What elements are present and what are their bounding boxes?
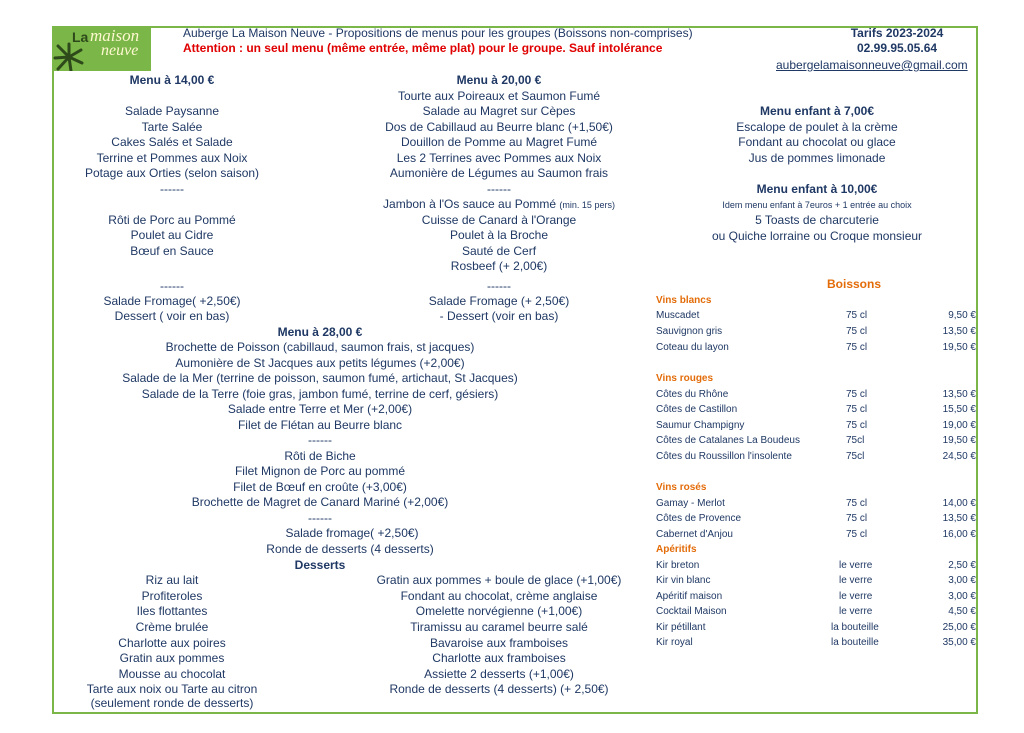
dessert-right: Bavaroise aux framboises [429, 636, 569, 650]
dessert-left: Mousse au chocolat [118, 667, 226, 681]
menu14-entree: Potage aux Orties (selon saison) [84, 166, 260, 180]
drink-qty: 75 cl [846, 310, 868, 321]
dessert-right: Ronde de desserts (4 desserts) (+ 2,50€) [389, 682, 609, 696]
desserts-title: Desserts [294, 558, 346, 572]
vins-rouges-title: Vins rouges [656, 373, 714, 384]
menu28-entree: Filet de Flétan au Beurre blanc [237, 418, 403, 432]
enfant10-note: Idem menu enfant à 7euros + 1 entrée au choix [722, 200, 912, 210]
menu14-plat: Bœuf en Sauce [130, 244, 214, 258]
logo [53, 27, 151, 71]
dessert-right: Charlotte aux framboises [432, 651, 566, 665]
menu20-entree: Les 2 Terrines avec Pommes aux Noix [396, 151, 602, 165]
drink-price: 35,00 € [942, 637, 976, 648]
dessert-left: Gratin aux pommes [119, 651, 225, 665]
dessert-left: Tarte aux noix ou Tarte au citron [86, 682, 258, 696]
menu28-entree: Salade entre Terre et Mer (+2,00€) [227, 402, 413, 416]
vins-blancs-title: Vins blancs [656, 295, 712, 306]
menu14-separator: ------ [160, 279, 184, 293]
drink-name: Kir pétillant [656, 622, 706, 633]
logo-la: La [72, 29, 89, 45]
menu14-separator: ------ [160, 182, 184, 196]
dessert-left: Riz au lait [145, 573, 199, 587]
drink-price: 13,50 € [942, 513, 976, 524]
drink-qty: 75 cl [846, 326, 868, 337]
menu20-separator: ------ [487, 279, 511, 293]
drink-name: Côtes de Catalanes La Boudeus [656, 435, 800, 446]
menu20-plat: Rosbeef (+ 2,00€) [450, 259, 548, 273]
enfant10-title: Menu enfant à 10,00€ [756, 182, 878, 196]
dessert-right: Gratin aux pommes + boule de glace (+1,00€) [376, 573, 622, 587]
aperitifs-title: Apéritifs [656, 544, 697, 555]
drink-name: Saumur Champigny [656, 420, 745, 431]
drink-qty: 75 cl [846, 389, 868, 400]
enfant7-item: Escalope de poulet à la crème [736, 120, 898, 134]
drink-name: Kir breton [656, 560, 700, 571]
menu20-plat-first [383, 197, 615, 212]
drink-qty: 75 cl [846, 404, 868, 415]
menu20-plat-first-label: Jambon à l'Os sauce au Pommé [383, 197, 557, 211]
drink-price: 4,50 € [948, 606, 976, 617]
enfant10-item: 5 Toasts de charcuterie [755, 213, 879, 227]
drink-price: 14,00 € [942, 498, 976, 509]
menu14-title: Menu à 14,00 € [129, 73, 215, 87]
drink-price: 16,00 € [942, 529, 976, 540]
drink-qty: la bouteille [831, 622, 879, 633]
drink-name: Côtes de Castillon [656, 404, 738, 415]
menu28-separator: ------ [308, 433, 332, 447]
menu28-plat: Rôti de Biche [284, 449, 356, 463]
drink-price: 3,00 € [948, 591, 976, 602]
menu20-separator: ------ [487, 182, 511, 196]
drink-qty: la bouteille [831, 637, 879, 648]
drink-price: 13,50 € [942, 389, 976, 400]
menu20-entree: Tourte aux Poireaux et Saumon Fumé [397, 89, 601, 103]
drink-price: 9,50 € [948, 310, 976, 321]
dessert-left: Iles flottantes [136, 604, 208, 618]
enfant7-item: Jus de pommes limonade [748, 151, 886, 165]
drink-price: 19,00 € [942, 420, 976, 431]
drink-name: Côtes de Provence [656, 513, 742, 524]
menu28-title: Menu à 28,00 € [277, 325, 363, 339]
drink-name: Côtes du Roussillon l'insolente [656, 451, 792, 462]
menu28-plat: Brochette de Magret de Canard Mariné (+2,00€) [191, 495, 449, 509]
phone: 02.99.95.05.64 [856, 41, 938, 55]
drink-name: Gamay - Merlot [656, 498, 725, 509]
menu28-separator: ------ [308, 511, 332, 525]
dessert-right: Omelette norvégienne (+1,00€) [415, 604, 583, 618]
enfant7-item: Fondant au chocolat ou glace [738, 135, 896, 149]
dessert-left-note: (seulement ronde de desserts) [90, 696, 254, 710]
drink-name: Sauvignon gris [656, 326, 723, 337]
menu14-dessert: Salade Fromage( +2,50€) [103, 294, 241, 308]
menu14-entree: Terrine et Pommes aux Noix [96, 151, 248, 165]
menu14-dessert: Dessert ( voir en bas) [114, 309, 230, 323]
menu14-plat: Poulet au Cidre [130, 228, 214, 242]
dessert-right: Assiette 2 desserts (+1,00€) [424, 667, 574, 681]
drink-qty: le verre [839, 575, 873, 586]
menu14-entree: Salade Paysanne [124, 104, 220, 118]
menu20-entree: Aumonière de Légumes au Saumon frais [389, 166, 609, 180]
menu20-title: Menu à 20,00 € [456, 73, 542, 87]
tarifs: Tarifs 2023-2024 [850, 26, 944, 40]
header-warning: Attention : un seul menu (même entrée, même plat) pour le groupe. Sauf intolérance [183, 41, 663, 55]
drink-qty: le verre [839, 560, 873, 571]
drink-qty: 75cl [846, 451, 865, 462]
drink-name: Apéritif maison [656, 591, 723, 602]
menu20-dessert: - Dessert (voir en bas) [439, 309, 559, 323]
drink-qty: 75 cl [846, 420, 868, 431]
drink-name: Coteau du layon [656, 342, 729, 353]
menu28-entree: Salade de la Mer (terrine de poisson, saumon fumé, artichaut, St Jacques) [122, 371, 518, 385]
menu20-entree: Douillon de Pomme au Magret Fumé [400, 135, 598, 149]
menu28-plat: Filet de Bœuf en croûte (+3,00€) [233, 480, 407, 494]
menu20-dessert: Salade Fromage (+ 2,50€) [428, 294, 570, 308]
menu28-plat: Filet Mignon de Porc au pommé [234, 464, 406, 478]
dessert-right: Fondant au chocolat, crème anglaise [400, 589, 598, 603]
enfant10-item: ou Quiche lorraine ou Croque monsieur [711, 229, 923, 243]
menu20-plat: Cuisse de Canard à l'Orange [421, 213, 577, 227]
drink-name: Cabernet d'Anjou [656, 529, 733, 540]
menu28-entree: Aumonière de St Jacques aux petits légumes (+2,00€) [175, 356, 465, 370]
drink-price: 15,50 € [942, 404, 976, 415]
drink-qty: le verre [839, 606, 873, 617]
flower-icon [53, 41, 87, 71]
menu28-dessert: Salade fromage( +2,50€) [285, 526, 419, 540]
menu28-entree: Salade de la Terre (foie gras, jambon fumé, terrine de cerf, gésiers) [141, 387, 499, 401]
drink-name: Côtes du Rhône [656, 389, 729, 400]
dessert-left: Crème brulée [135, 620, 209, 634]
drink-price: 19,50 € [942, 342, 976, 353]
header-title: Auberge La Maison Neuve - Propositions de menus pour les groupes (Boissons non-comprises) [183, 26, 693, 40]
menu28-dessert: Ronde de desserts (4 desserts) [266, 542, 434, 556]
menu20-plat: Poulet à la Broche [449, 228, 549, 242]
drink-qty: 75 cl [846, 498, 868, 509]
menu14-entree: Cakes Salés et Salade [111, 135, 233, 149]
menu20-plat: Sauté de Cerf [461, 244, 537, 258]
drink-name: Kir royal [656, 637, 693, 648]
drink-qty: 75 cl [846, 513, 868, 524]
drink-price: 19,50 € [942, 435, 976, 446]
drink-qty: 75 cl [846, 529, 868, 540]
menu14-entree: Tarte Salée [141, 120, 203, 134]
email-link[interactable]: aubergelamaisonneuve@gmail.com [776, 58, 968, 72]
drink-qty: 75cl [846, 435, 865, 446]
logo-maison: maison [90, 27, 140, 45]
dessert-right: Tiramissu au caramel beurre salé [410, 620, 588, 634]
drink-name: Kir vin blanc [656, 575, 711, 586]
drink-qty: le verre [839, 591, 873, 602]
menu20-entree: Dos de Cabillaud au Beurre blanc (+1,50€) [385, 120, 613, 134]
drink-qty: 75 cl [846, 342, 868, 353]
drink-name: Cocktail Maison [656, 606, 727, 617]
dessert-left: Profiteroles [141, 589, 203, 603]
drink-name: Muscadet [656, 310, 700, 321]
drink-price: 13,50 € [942, 326, 976, 337]
menu14-plat: Rôti de Porc au Pommé [108, 213, 236, 227]
dessert-left: Charlotte aux poires [118, 636, 226, 650]
drink-price: 3,00 € [948, 575, 976, 586]
drink-price: 25,00 € [942, 622, 976, 633]
menu28-entree: Brochette de Poisson (cabillaud, saumon frais, st jacques) [165, 340, 475, 354]
logo-neuve: neuve [101, 42, 139, 59]
drink-price: 2,50 € [948, 560, 976, 571]
drink-price: 24,50 € [942, 451, 976, 462]
menu20-entree: Salade au Magret sur Cèpes [422, 104, 576, 118]
enfant7-title: Menu enfant à 7,00€ [759, 104, 875, 118]
vins-roses-title: Vins rosés [656, 482, 707, 493]
menu20-plat-first-note: (min. 15 pers) [559, 200, 615, 210]
boissons-title: Boissons [827, 277, 882, 291]
